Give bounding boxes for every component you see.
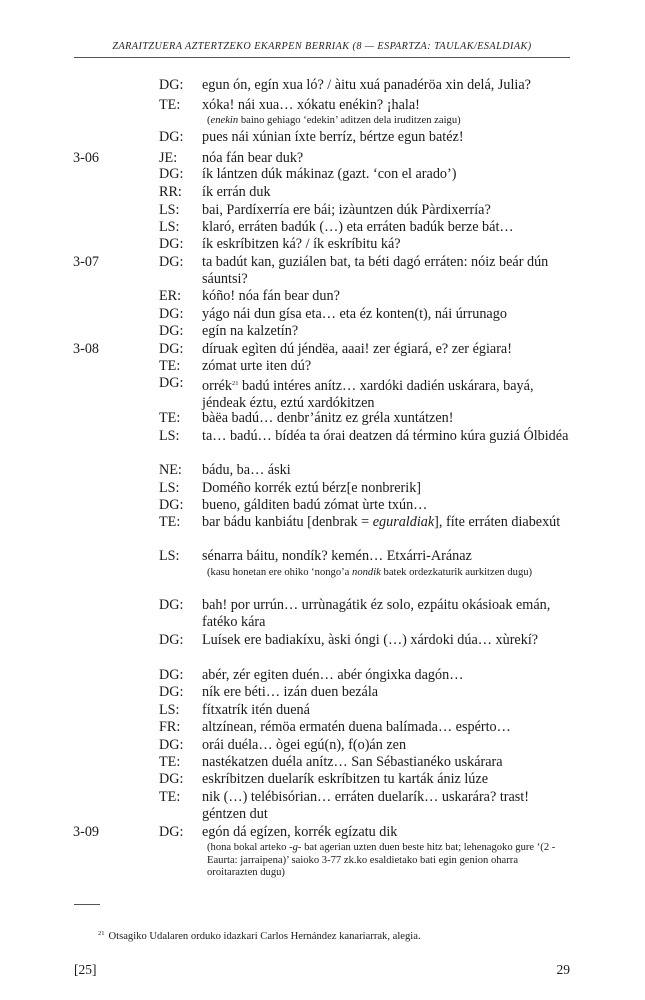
utterance-part: badú intéres anítz… xardóki dadién uskárara, bayá, jéndeak éztu, eztú xardókitzen [202, 378, 534, 411]
utterance: nik (…) telébisórian… erráten duelarík… uskarára? trast! géntzen dut [202, 789, 529, 822]
speaker: DG: [159, 236, 184, 252]
utterance: egun ón, egín xua ló? / àitu xuá panadéröa xin delá, Julia? [202, 77, 531, 93]
utterance: bai, Pardíxerría ere bái; izàuntzen dúk Pàrdixerría? [202, 202, 491, 218]
speaker: ER: [159, 288, 182, 304]
running-header: ZARAITZUERA AZTERTZEKO EKARPEN BERRIAK (8 — ESPARTZA: TAULAK/ESALDIAK) [112, 41, 532, 52]
utterance: díruak egìten dú jéndëa, aaai! zer égiará, e? zer égiara! [202, 341, 512, 357]
note-part: (hona bokal arteko [207, 842, 290, 853]
speaker: DG: [159, 684, 184, 700]
utterance: Luísek ere badiakíxu, àski óngi (…) xárdoki dúa… xùrekí? [202, 632, 539, 648]
speaker: FR: [159, 719, 181, 735]
footnote-marker: 21 [231, 380, 239, 387]
speaker: DG: [159, 771, 184, 787]
utterance: altzínean, rémöa ermatén duena balímada… espérto… [202, 719, 511, 735]
speaker: DG: [159, 667, 184, 683]
utterance: sénarra báitu, nondík? kemén… Etxárri-Aránaz [202, 548, 472, 564]
utterance: fítxatrík itén duená [202, 702, 310, 718]
utterance: pues nái xúnian íxte berríz, bértze egun batéz! [202, 129, 464, 145]
speaker: TE: [159, 514, 181, 530]
speaker: TE: [159, 410, 181, 426]
utterance: ík errán duk [202, 184, 271, 200]
page-number: 29 [556, 962, 570, 977]
utterance: xóka! nái xua… xókatu enékin? ¡hala! [202, 97, 420, 113]
speaker: DG: [159, 737, 184, 753]
utterance: orái duéla… ògei egú(n), f(o)án zen [202, 737, 407, 753]
note-text: (enekin baino gehiago ‘edekin’ aditzen dela iruditzen zaigu) [207, 115, 461, 126]
speaker: TE: [159, 754, 181, 770]
utterance: ta badút kan, guziálen bat, ta béti dagó erráten: nóiz beár dún sáuntsi? [202, 254, 549, 287]
speaker: DG: [159, 166, 184, 182]
utterance: yágo nái dun gísa eta… eta éz konten(t), nái úrrunago [202, 306, 507, 322]
speaker: RR: [159, 184, 182, 200]
sentence-ref: 3-09 [73, 824, 100, 840]
speaker: DG: [159, 323, 184, 339]
speaker: TE: [159, 97, 181, 113]
utterance: bueno, gálditen badú zómat ùrte txún… [202, 497, 428, 513]
speaker: NE: [159, 462, 182, 478]
speaker: TE: [159, 789, 181, 805]
footnote-rule [74, 904, 100, 905]
footnote-number: 21 [98, 930, 105, 937]
page-ref-left: [25] [74, 962, 97, 977]
note-part: batek ordezkaturik aurkitzen dugu) [380, 567, 533, 578]
note-part: bat agerian uzten duen beste hitz bat; lehenagoko gure ‘(2 - Eaurta: jarraipena)’ saioko 3-77 zk.ko esaldietako bati egin genion oharra oroitarazten dugu) [207, 842, 556, 878]
speaker: DG: [159, 254, 184, 270]
speaker: LS: [159, 428, 180, 444]
speaker: LS: [159, 219, 180, 235]
utterance: nóa fán bear duk? [202, 150, 304, 166]
utterance: eskríbitzen duelarík eskríbitzen tu karták ániz lúze [202, 771, 488, 787]
footnote [98, 927, 578, 943]
utterance [202, 375, 574, 412]
note-text [207, 567, 569, 580]
speaker: DG: [159, 597, 184, 613]
speaker: LS: [159, 548, 180, 564]
speaker: DG: [159, 497, 184, 513]
speaker: TE: [159, 358, 181, 374]
header-rule [74, 57, 570, 58]
speaker: DG: [159, 824, 184, 840]
note-italic: nondik [352, 567, 381, 578]
speaker: DG: [159, 129, 184, 145]
utterance: ta… badú… bídéa ta órai deatzen dá término kúra guziá Ólbidéa [202, 428, 569, 444]
utterance-italic: eguraldiak [372, 514, 435, 530]
note-italic: enekin [210, 115, 239, 126]
speaker: DG: [159, 306, 184, 322]
utterance-part: ], fíte erráten diabexút [434, 514, 561, 530]
note-text [207, 842, 569, 880]
utterance: egín na kalzetín? [202, 323, 299, 339]
speaker: DG: [159, 375, 184, 391]
utterance-part: orrék [202, 378, 232, 394]
sentence-ref: 3-06 [73, 150, 100, 166]
utterance: bah! por urrún… urrùnagátik éz solo, ezpáitu okásioak emán, fatéko kára [202, 597, 551, 630]
note-italic: -g- [289, 842, 302, 853]
utterance: egón dá egízen, korrék egízatu dik [202, 824, 398, 840]
utterance: ík lántzen dúk mákinaz (gazt. ‘con el arado’) [202, 166, 457, 182]
sentence-ref: 3-07 [73, 254, 100, 270]
speaker: DG: [159, 341, 184, 357]
utterance: klaró, erráten badúk (…) eta erráten badúk berze bát… [202, 219, 514, 235]
utterance-part: bar bádu kanbiátu [denbrak = [202, 514, 373, 530]
speaker: DG: [159, 77, 184, 93]
speaker: DG: [159, 632, 184, 648]
utterance: bádu, ba… áski [202, 462, 291, 478]
speaker: LS: [159, 202, 180, 218]
utterance: bàëa badú… denbr’ánitz ez gréla xuntátzen! [202, 410, 454, 426]
utterance: Doméño korrék eztú bérz[e nonbrerik] [202, 480, 422, 496]
speaker: LS: [159, 480, 180, 496]
speaker: JE: [159, 150, 178, 166]
speaker: LS: [159, 702, 180, 718]
utterance: ník ere béti… izán duen bezála [202, 684, 379, 700]
utterance: ík eskríbitzen ká? / ík eskríbitu ká? [202, 236, 401, 252]
utterance: abér, zér egiten duén… abér óngixka dagón… [202, 667, 464, 683]
sentence-ref: 3-08 [73, 341, 100, 357]
utterance: kóño! nóa fán bear dun? [202, 288, 340, 304]
footnote-text: Otsagiko Udalaren orduko idazkari Carlos Hernández kanariarrak, alegia. [108, 931, 421, 942]
utterance: zómat urte iten dú? [202, 358, 312, 374]
utterance [202, 514, 574, 531]
note-part: (kasu honetan ere ohiko ‘nongo’a [207, 567, 353, 578]
utterance: nastékatzen duéla anítz… San Sébastianéko uskárara [202, 754, 503, 770]
